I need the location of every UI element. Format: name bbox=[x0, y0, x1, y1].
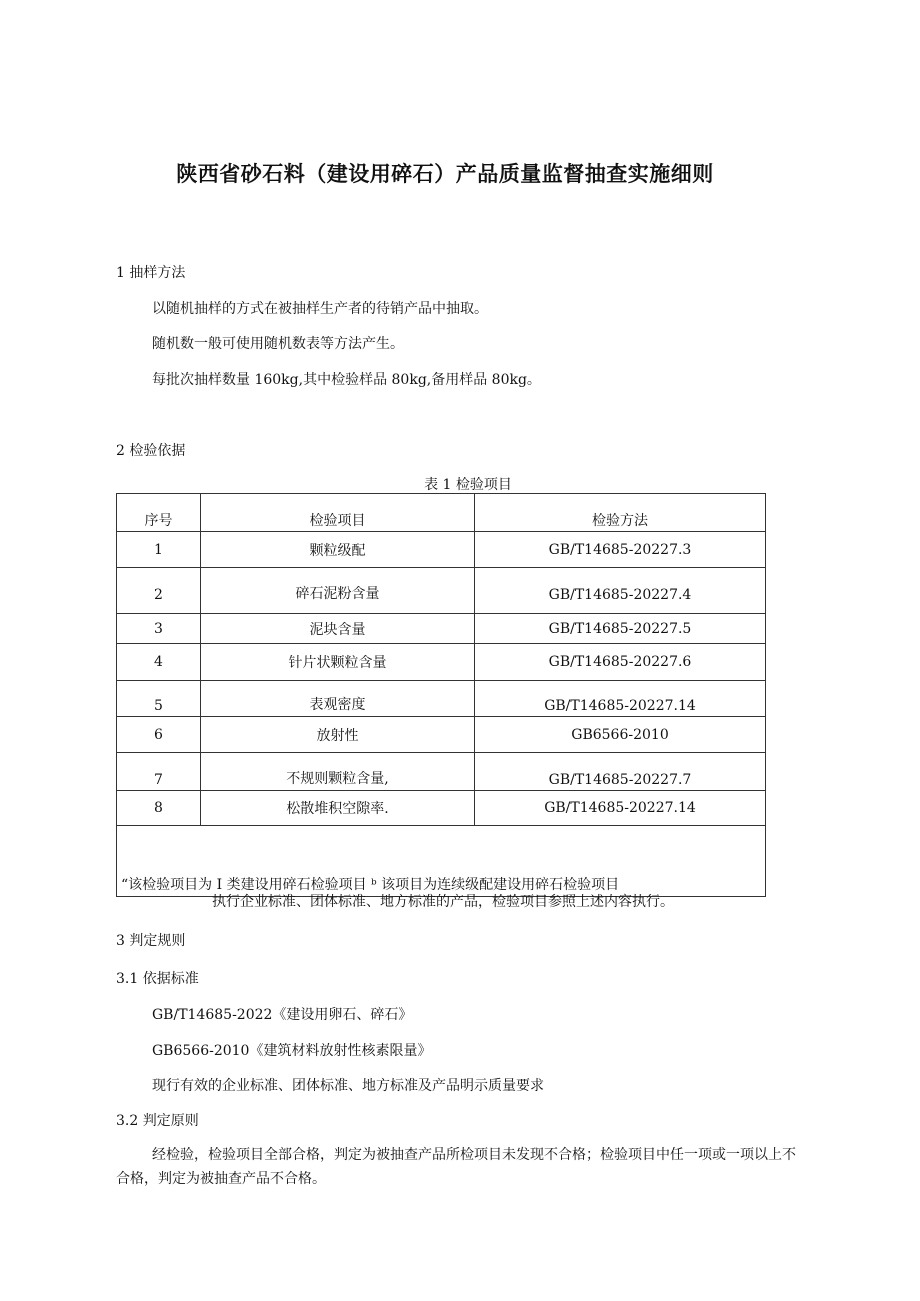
table-row bbox=[117, 614, 766, 644]
test-method: GB/T14685-20227.5 bbox=[475, 614, 766, 644]
column-header: 检验项目 bbox=[201, 494, 475, 532]
row-number: 1 bbox=[117, 532, 201, 568]
inspection-items-table bbox=[116, 493, 766, 897]
test-method: GB/T14685-20227.14 bbox=[475, 791, 766, 826]
inspection-item: 松散堆积空隙率. bbox=[201, 791, 475, 826]
row-number: 3 bbox=[117, 614, 201, 644]
column-header: 检验方法 bbox=[475, 494, 766, 532]
page-title: 陕西省砂石料（建设用碎石）产品质量监督抽查实施细则 bbox=[176, 161, 714, 186]
column-header: 序号 bbox=[117, 494, 201, 532]
row-number: 5 bbox=[117, 681, 201, 717]
row-number: 8 bbox=[117, 791, 201, 826]
inspection-item: 放射性 bbox=[201, 717, 475, 753]
inspection-item: 泥块含量 bbox=[201, 614, 475, 644]
table-row bbox=[117, 532, 766, 568]
inspection-item: 不规则颗粒含量, bbox=[201, 753, 475, 791]
judgment-paragraph: 经检验，检验项目全部合格，判定为被抽查产品所检项目未发现不合格；检验项目中任一项或一项以上不合格，判定为被抽查产品不合格。 bbox=[116, 1147, 796, 1187]
after-table-note: 执行企业标准、团体标准、地方标准的产品，检验项目参照上述内容执行。 bbox=[212, 894, 674, 910]
table-footnote: “该检验项目为 I 类建设用碎石检验项目 ᵇ 该项目为连续级配建设用碎石检验项目 bbox=[117, 826, 766, 897]
standard-item: GB/T14685-2022《建设用卵石、碎石》 bbox=[152, 1007, 413, 1023]
table-row bbox=[117, 644, 766, 681]
inspection-item: 针片状颗粒含量 bbox=[201, 644, 475, 681]
section-1-heading: 1 抽样方法 bbox=[116, 265, 186, 281]
table-note-row bbox=[117, 826, 766, 897]
section-2-heading: 2 检验依据 bbox=[116, 443, 186, 459]
row-number: 6 bbox=[117, 717, 201, 753]
row-number: 7 bbox=[117, 753, 201, 791]
inspection-item: 颗粒级配 bbox=[201, 532, 475, 568]
test-method: GB/T14685-20227.3 bbox=[475, 532, 766, 568]
test-method: GB6566-2010 bbox=[475, 717, 766, 753]
row-number: 4 bbox=[117, 644, 201, 681]
test-method: GB/T14685-20227.6 bbox=[475, 644, 766, 681]
section-1-paragraph: 每批次抽样数量 160kg,其中检验样品 80kg,备用样品 80kg。 bbox=[152, 372, 541, 388]
section-3-1-heading: 3.1 依据标准 bbox=[116, 971, 199, 987]
table-row bbox=[117, 717, 766, 753]
section-3-heading: 3 判定规则 bbox=[116, 933, 186, 949]
table-row bbox=[117, 681, 766, 717]
row-number: 2 bbox=[117, 568, 201, 614]
section-1-paragraph: 随机数一般可使用随机数表等方法产生。 bbox=[152, 336, 404, 352]
test-method: GB/T14685-20227.7 bbox=[475, 753, 766, 791]
table-row bbox=[117, 791, 766, 826]
table-caption: 表 1 检验项目 bbox=[424, 477, 512, 493]
test-method: GB/T14685-20227.4 bbox=[475, 568, 766, 614]
test-method: GB/T14685-20227.14 bbox=[475, 681, 766, 717]
table-row bbox=[117, 753, 766, 791]
standard-item: GB6566-2010《建筑材料放射性核素限量》 bbox=[152, 1043, 432, 1059]
inspection-item: 碎石泥粉含量 bbox=[201, 568, 475, 614]
table-row bbox=[117, 568, 766, 614]
section-1-paragraph: 以随机抽样的方式在被抽样生产者的待销产品中抽取。 bbox=[152, 301, 488, 317]
standard-item: 现行有效的企业标准、团体标准、地方标准及产品明示质量要求 bbox=[152, 1078, 544, 1094]
section-3-2-heading: 3.2 判定原则 bbox=[116, 1113, 199, 1129]
inspection-item: 表观密度 bbox=[201, 681, 475, 717]
table-header-row bbox=[117, 494, 766, 532]
